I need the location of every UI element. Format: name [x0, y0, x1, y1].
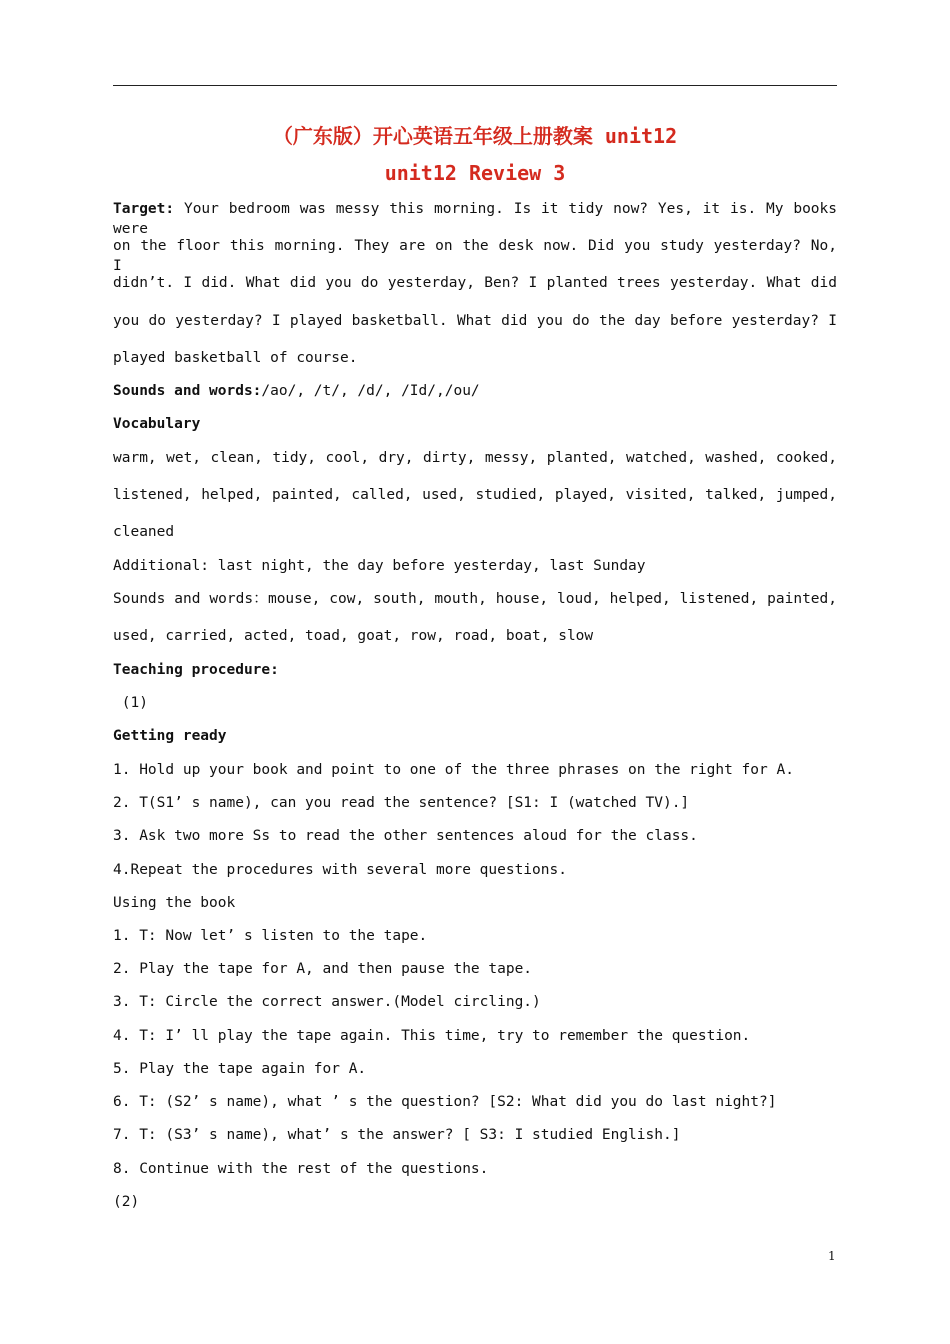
- getting-ready-item-2: 2. T(S1’ s name), can you read the sentence? [S1: I (watched TV).]: [113, 795, 690, 811]
- document-subtitle: unit12 Review 3: [384, 161, 566, 185]
- target-line-5: played basketball of course.: [113, 350, 358, 366]
- using-book-item-4: 4. T: I’ ll play the tape again. This time, try to remember the question.: [113, 1028, 751, 1044]
- sounds-line: [113, 381, 837, 401]
- getting-ready-heading: Getting ready: [113, 728, 227, 744]
- using-book-item-2: 2. Play the tape for A, and then pause the tape.: [113, 961, 533, 977]
- target-line-1: [113, 199, 837, 239]
- part-1-label: (1): [113, 695, 148, 711]
- vocab-line-1: warm, wet, clean, tidy, cool, dry, dirty, messy, planted, watched, washed, cooked,: [113, 450, 837, 466]
- sounds-text: /ao/, /t/, /d/, /Id/,/ou/: [261, 383, 480, 399]
- target-line-3: didn’t. I did. What did you do yesterday, Ben? I planted trees yesterday. What did: [113, 275, 837, 291]
- using-book-item-5: 5. Play the tape again for A.: [113, 1061, 367, 1077]
- using-book-item-1: 1. T: Now let’ s listen to the tape.: [113, 928, 428, 944]
- target-label: Target:: [113, 201, 175, 217]
- vocab-line-3: cleaned: [113, 524, 175, 540]
- using-book-item-8: 8. Continue with the rest of the questions.: [113, 1161, 489, 1177]
- sounds2-line-2: used, carried, acted, toad, goat, row, road, boat, slow: [113, 628, 594, 644]
- target-text-1: Your bedroom was messy this morning. Is it tidy now? Yes, it is. My books were: [113, 201, 837, 237]
- getting-ready-item-4: 4.Repeat the procedures with several more questions.: [113, 862, 567, 878]
- vocab-line-2: listened, helped, painted, called, used, studied, played, visited, talked, jumped,: [113, 487, 837, 503]
- sounds2-line-1: Sounds and words：mouse, cow, south, mouth, house, loud, helped, listened, painted,: [113, 591, 837, 607]
- using-book-item-3: 3. T: Circle the correct answer.(Model circling.): [113, 994, 541, 1010]
- using-book-item-6: 6. T: (S2’ s name), what ’ s the question? [S2: What did you do last night?]: [113, 1094, 777, 1110]
- using-book-item-7: 7. T: (S3’ s name), what’ s the answer? [ S3: I studied English.]: [113, 1127, 681, 1143]
- target-line-2: on the floor this morning. They are on the desk now. Did you study yesterday? No, I: [113, 238, 837, 274]
- document-title: （广东版）开心英语五年级上册教案 unit12: [272, 124, 678, 148]
- using-book-heading: Using the book: [113, 895, 236, 911]
- part-2-label: (2): [113, 1194, 140, 1210]
- page-number: 1: [828, 1249, 836, 1263]
- target-line-4: you do yesterday? I played basketball. What did you do the day before yesterday? I: [113, 313, 837, 329]
- getting-ready-item-1: 1. Hold up your book and point to one of the three phrases on the right for A.: [113, 762, 794, 778]
- getting-ready-item-3: 3. Ask two more Ss to read the other sentences aloud for the class.: [113, 828, 698, 844]
- sounds-label: Sounds and words:: [113, 383, 262, 399]
- vocab-heading: Vocabulary: [113, 416, 201, 432]
- procedure-heading: Teaching procedure:: [113, 662, 279, 678]
- additional-line: Additional: last night, the day before yesterday, last Sunday: [113, 558, 646, 574]
- header-rule: [113, 85, 837, 86]
